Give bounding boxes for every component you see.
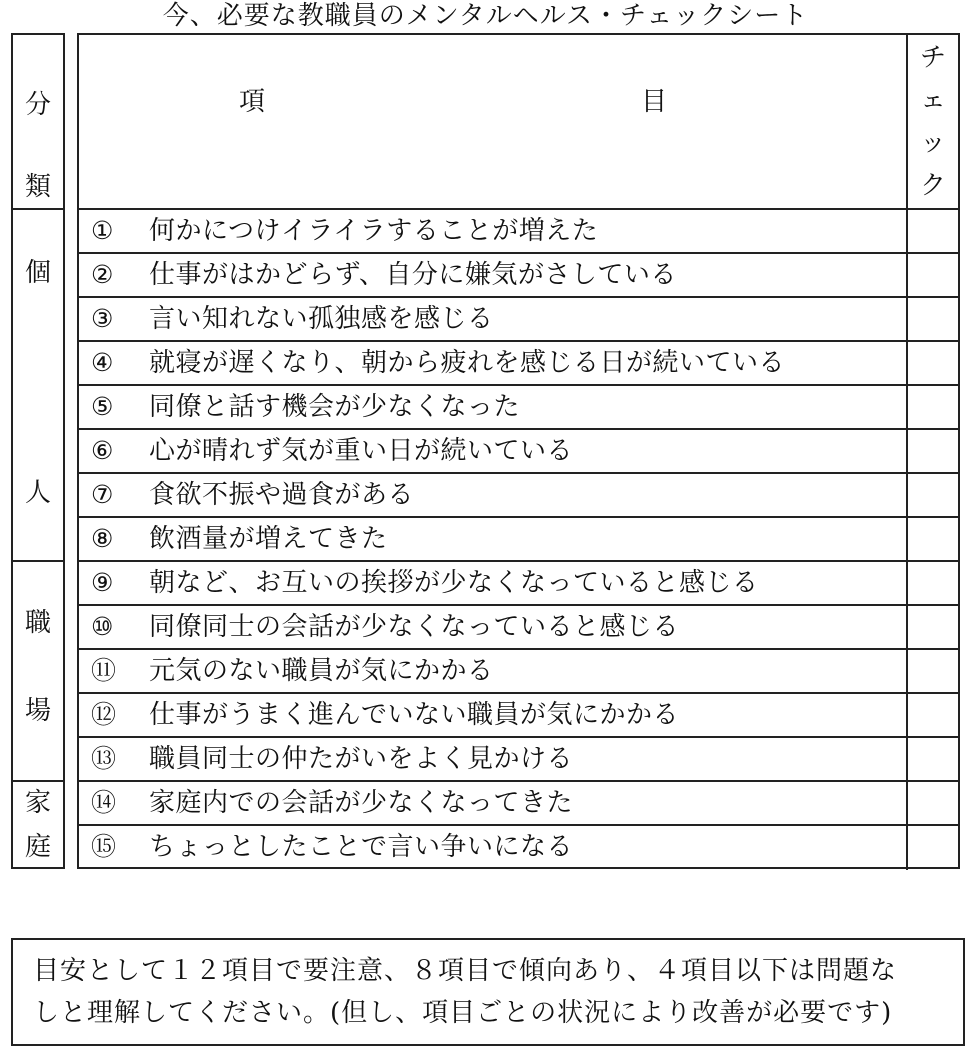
table-header — [79, 35, 958, 210]
category-header-char: 類 — [24, 172, 51, 202]
page-title: 今、必要な教職員のメンタルヘルス・チェックシート — [162, 1, 809, 31]
table-row — [79, 342, 958, 386]
table-row — [79, 210, 958, 254]
category-cell-workplace — [13, 562, 63, 782]
item-text: 何かにつけイライラすることが増えた — [149, 216, 599, 246]
item-number: ④ — [91, 348, 114, 377]
item-text: 仕事がうまく進んでいない職員が気にかかる — [149, 700, 680, 730]
table-row — [79, 694, 958, 738]
category-char: 場 — [24, 696, 51, 726]
item-text: 飲酒量が増えてきた — [149, 524, 388, 554]
check-header-char: チ — [919, 43, 946, 73]
item-text: 同僚同士の会話が少なくなっていると感じる — [149, 612, 680, 642]
check-cell[interactable] — [906, 518, 958, 560]
item-number: ⑫ — [91, 700, 117, 729]
check-cell[interactable] — [906, 606, 958, 648]
item-number: ② — [91, 260, 114, 289]
table-row — [79, 518, 958, 562]
table-row — [79, 254, 958, 298]
item-number: ① — [91, 216, 114, 245]
check-cell[interactable] — [906, 738, 958, 780]
check-cell[interactable] — [906, 650, 958, 692]
item-text: 朝など、お互いの挨拶が少なくなっていると感じる — [149, 568, 759, 598]
item-text: 家庭内での会話が少なくなってきた — [149, 788, 574, 818]
item-text: 同僚と話す機会が少なくなった — [149, 392, 521, 422]
item-text: 元気のない職員が気にかかる — [149, 656, 494, 686]
item-header-cell — [79, 35, 906, 208]
check-cell[interactable] — [906, 474, 958, 516]
guideline-note-box — [11, 938, 965, 1046]
table-row — [79, 562, 958, 606]
table-row — [79, 386, 958, 430]
item-number: ⑭ — [91, 788, 117, 817]
category-char: 職 — [24, 608, 51, 638]
check-cell[interactable] — [906, 826, 958, 870]
category-column — [11, 33, 65, 869]
item-number: ⑬ — [91, 744, 117, 773]
item-text: 心が晴れず気が重い日が続いている — [149, 436, 574, 466]
item-text: ちょっとしたことで言い争いになる — [149, 832, 574, 862]
item-number: ⑧ — [91, 524, 114, 553]
item-header-char: 目 — [641, 87, 668, 117]
item-rows — [79, 210, 958, 870]
check-cell[interactable] — [906, 430, 958, 472]
item-number: ⑩ — [91, 612, 114, 641]
table-row — [79, 782, 958, 826]
item-number: ⑤ — [91, 392, 114, 421]
item-text: 就寝が遅くなり、朝から疲れを感じる日が続いている — [149, 348, 786, 378]
item-text: 職員同士の仲たがいをよく見かける — [149, 744, 574, 774]
table-row — [79, 606, 958, 650]
item-text: 食欲不振や過食がある — [149, 480, 415, 510]
note-line: 目安として１２項目で要注意、８項目で傾向あり、４項目以下は問題な — [33, 956, 898, 986]
check-cell[interactable] — [906, 254, 958, 296]
table-row — [79, 298, 958, 342]
category-char: 個 — [24, 258, 51, 288]
check-cell[interactable] — [906, 694, 958, 736]
category-cell-individual — [13, 210, 63, 562]
checklist-table — [77, 33, 960, 869]
category-char: 人 — [24, 478, 51, 508]
check-cell[interactable] — [906, 782, 958, 824]
category-char: 家 — [24, 788, 51, 818]
note-line: しと理解してください。(但し、項目ごとの状況により改善が必要です) — [33, 998, 893, 1028]
item-number: ⑪ — [91, 656, 117, 685]
category-cell-home — [13, 782, 63, 867]
item-number: ⑮ — [91, 832, 117, 861]
table-row — [79, 430, 958, 474]
item-number: ⑨ — [91, 568, 114, 597]
check-header-char: ッ — [919, 128, 946, 158]
check-cell[interactable] — [906, 386, 958, 428]
category-char: 庭 — [24, 832, 51, 862]
check-cell[interactable] — [906, 210, 958, 252]
table-row — [79, 738, 958, 782]
item-number: ⑥ — [91, 436, 114, 465]
item-number: ⑦ — [91, 480, 114, 509]
check-cell[interactable] — [906, 342, 958, 384]
category-header-cell — [13, 35, 63, 210]
check-cell[interactable] — [906, 562, 958, 604]
check-header-cell — [906, 35, 958, 208]
check-header-char: ェ — [919, 85, 946, 115]
item-text: 仕事がはかどらず、自分に嫌気がさしている — [149, 260, 677, 290]
item-text: 言い知れない孤独感を感じる — [149, 304, 494, 334]
check-cell[interactable] — [906, 298, 958, 340]
table-row — [79, 474, 958, 518]
category-header-char: 分 — [24, 90, 51, 120]
table-row — [79, 826, 958, 870]
item-header-char: 項 — [239, 87, 266, 117]
table-row — [79, 650, 958, 694]
item-number: ③ — [91, 304, 114, 333]
check-header-char: ク — [919, 171, 946, 201]
